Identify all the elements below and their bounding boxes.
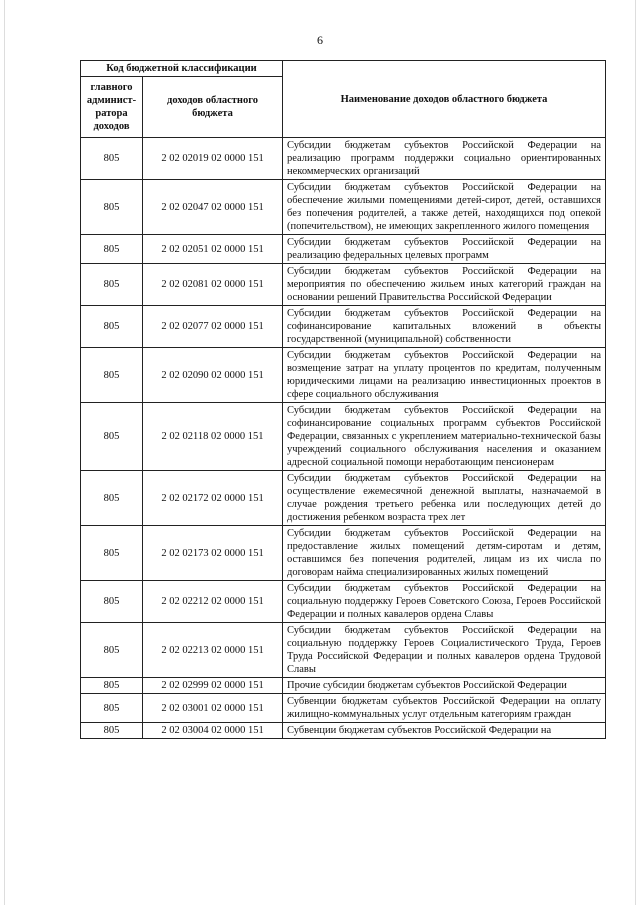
- table-row: [81, 264, 606, 306]
- revenue-name-cell: Субсидии бюджетам субъектов Российской Федерации на софинансирование социальных программ субъектов Российской Федерации, связанных с укреплением материально-технической базы учреждений социального обслуживания населения и оказанием адресной социальной помощи неработающим пенсионерам: [283, 403, 606, 471]
- admin-code-cell: 805: [81, 526, 143, 581]
- admin-code-cell: 805: [81, 180, 143, 235]
- revenue-code-cell: 2 02 02051 02 0000 151: [143, 235, 283, 264]
- admin-code-cell: 805: [81, 581, 143, 623]
- table-row: [81, 678, 606, 694]
- table-row: [81, 723, 606, 739]
- revenue-name-cell: Субвенции бюджетам субъектов Российской Федерации на оплату жилищно-коммунальных услуг отдельным категориям граждан: [283, 694, 606, 723]
- table-row: [81, 235, 606, 264]
- header-col-name: Наименование доходов областного бюджета: [283, 61, 606, 138]
- revenue-name-cell: Субсидии бюджетам субъектов Российской Федерации на возмещение затрат на уплату процентов по кредитам, полученным юридическими лицами на реализацию инвестиционных проектов в сфере социального обслуживания: [283, 348, 606, 403]
- header-group-title: Код бюджетной классификации: [81, 61, 283, 77]
- header-col-revenue: доходов областного бюджета: [143, 77, 283, 138]
- header-col-admin: главного админист-ратора доходов: [81, 77, 143, 138]
- admin-code-cell: 805: [81, 264, 143, 306]
- revenue-code-cell: 2 02 02077 02 0000 151: [143, 306, 283, 348]
- table-row: [81, 471, 606, 526]
- revenue-code-cell: 2 02 02212 02 0000 151: [143, 581, 283, 623]
- revenue-code-cell: 2 02 02173 02 0000 151: [143, 526, 283, 581]
- admin-code-cell: 805: [81, 348, 143, 403]
- revenue-code-cell: 2 02 02172 02 0000 151: [143, 471, 283, 526]
- budget-classification-table: [80, 60, 606, 739]
- revenue-name-cell: Субсидии бюджетам субъектов Российской Федерации на предоставление жилых помещений детям-сиротам и детям, оставшимся без попечения родителей, лицам из их числа по договорам найма специализированных жилых помещений: [283, 526, 606, 581]
- table-body: [81, 138, 606, 739]
- revenue-name-cell: Субсидии бюджетам субъектов Российской Федерации на мероприятия по обеспечению жильем иных категорий граждан на основании решений Правительства Российской Федерации: [283, 264, 606, 306]
- revenue-code-cell: 2 02 03004 02 0000 151: [143, 723, 283, 739]
- revenue-code-cell: 2 02 02019 02 0000 151: [143, 138, 283, 180]
- table-row: [81, 348, 606, 403]
- admin-code-cell: 805: [81, 403, 143, 471]
- revenue-code-cell: 2 02 02213 02 0000 151: [143, 623, 283, 678]
- admin-code-cell: 805: [81, 678, 143, 694]
- revenue-name-cell: Субсидии бюджетам субъектов Российской Федерации на реализацию федеральных целевых программ: [283, 235, 606, 264]
- table-row: [81, 623, 606, 678]
- admin-code-cell: 805: [81, 235, 143, 264]
- table-row: [81, 581, 606, 623]
- revenue-code-cell: 2 02 02047 02 0000 151: [143, 180, 283, 235]
- scan-edge-right: [635, 0, 636, 905]
- table-row: [81, 526, 606, 581]
- admin-code-cell: 805: [81, 138, 143, 180]
- table-row: [81, 306, 606, 348]
- admin-code-cell: 805: [81, 723, 143, 739]
- admin-code-cell: 805: [81, 471, 143, 526]
- table-row: [81, 694, 606, 723]
- revenue-name-cell: Субсидии бюджетам субъектов Российской Федерации на обеспечение жилыми помещениями детей-сирот, детей, оставшихся без попечения родителей, а также детей, находящихся под опекой (попечительством), не имеющих закрепленного жилого помещения: [283, 180, 606, 235]
- admin-code-cell: 805: [81, 623, 143, 678]
- revenue-name-cell: Субсидии бюджетам субъектов Российской Федерации на осуществление ежемесячной денежной выплаты, назначаемой в случае рождения третьего ребенка или последующих детей до достижения ребенком возраста трех лет: [283, 471, 606, 526]
- revenue-code-cell: 2 02 03001 02 0000 151: [143, 694, 283, 723]
- table-row: [81, 180, 606, 235]
- revenue-code-cell: 2 02 02118 02 0000 151: [143, 403, 283, 471]
- revenue-name-cell: Прочие субсидии бюджетам субъектов Российской Федерации: [283, 678, 606, 694]
- table-row: [81, 138, 606, 180]
- revenue-name-cell: Субсидии бюджетам субъектов Российской Федерации на социальную поддержку Героев Социалистического Труда, Героев Труда Российской Федерации и полных кавалеров ордена Трудовой Славы: [283, 623, 606, 678]
- scan-edge-left: [4, 0, 5, 905]
- page-number: 6: [317, 33, 323, 47]
- revenue-name-cell: Субсидии бюджетам субъектов Российской Федерации на реализацию программ поддержки социально ориентированных некоммерческих организаций: [283, 138, 606, 180]
- revenue-name-cell: Субсидии бюджетам субъектов Российской Федерации на социальную поддержку Героев Советского Союза, Героев Российской Федерации и полных кавалеров ордена Славы: [283, 581, 606, 623]
- revenue-name-cell: Субсидии бюджетам субъектов Российской Федерации на софинансирование капитальных вложений в объекты государственной (муниципальной) собственности: [283, 306, 606, 348]
- revenue-code-cell: 2 02 02081 02 0000 151: [143, 264, 283, 306]
- admin-code-cell: 805: [81, 306, 143, 348]
- table-row: [81, 403, 606, 471]
- header-row-1: [81, 61, 606, 77]
- admin-code-cell: 805: [81, 694, 143, 723]
- revenue-code-cell: 2 02 02999 02 0000 151: [143, 678, 283, 694]
- revenue-name-cell: Субвенции бюджетам субъектов Российской Федерации на: [283, 723, 606, 739]
- revenue-code-cell: 2 02 02090 02 0000 151: [143, 348, 283, 403]
